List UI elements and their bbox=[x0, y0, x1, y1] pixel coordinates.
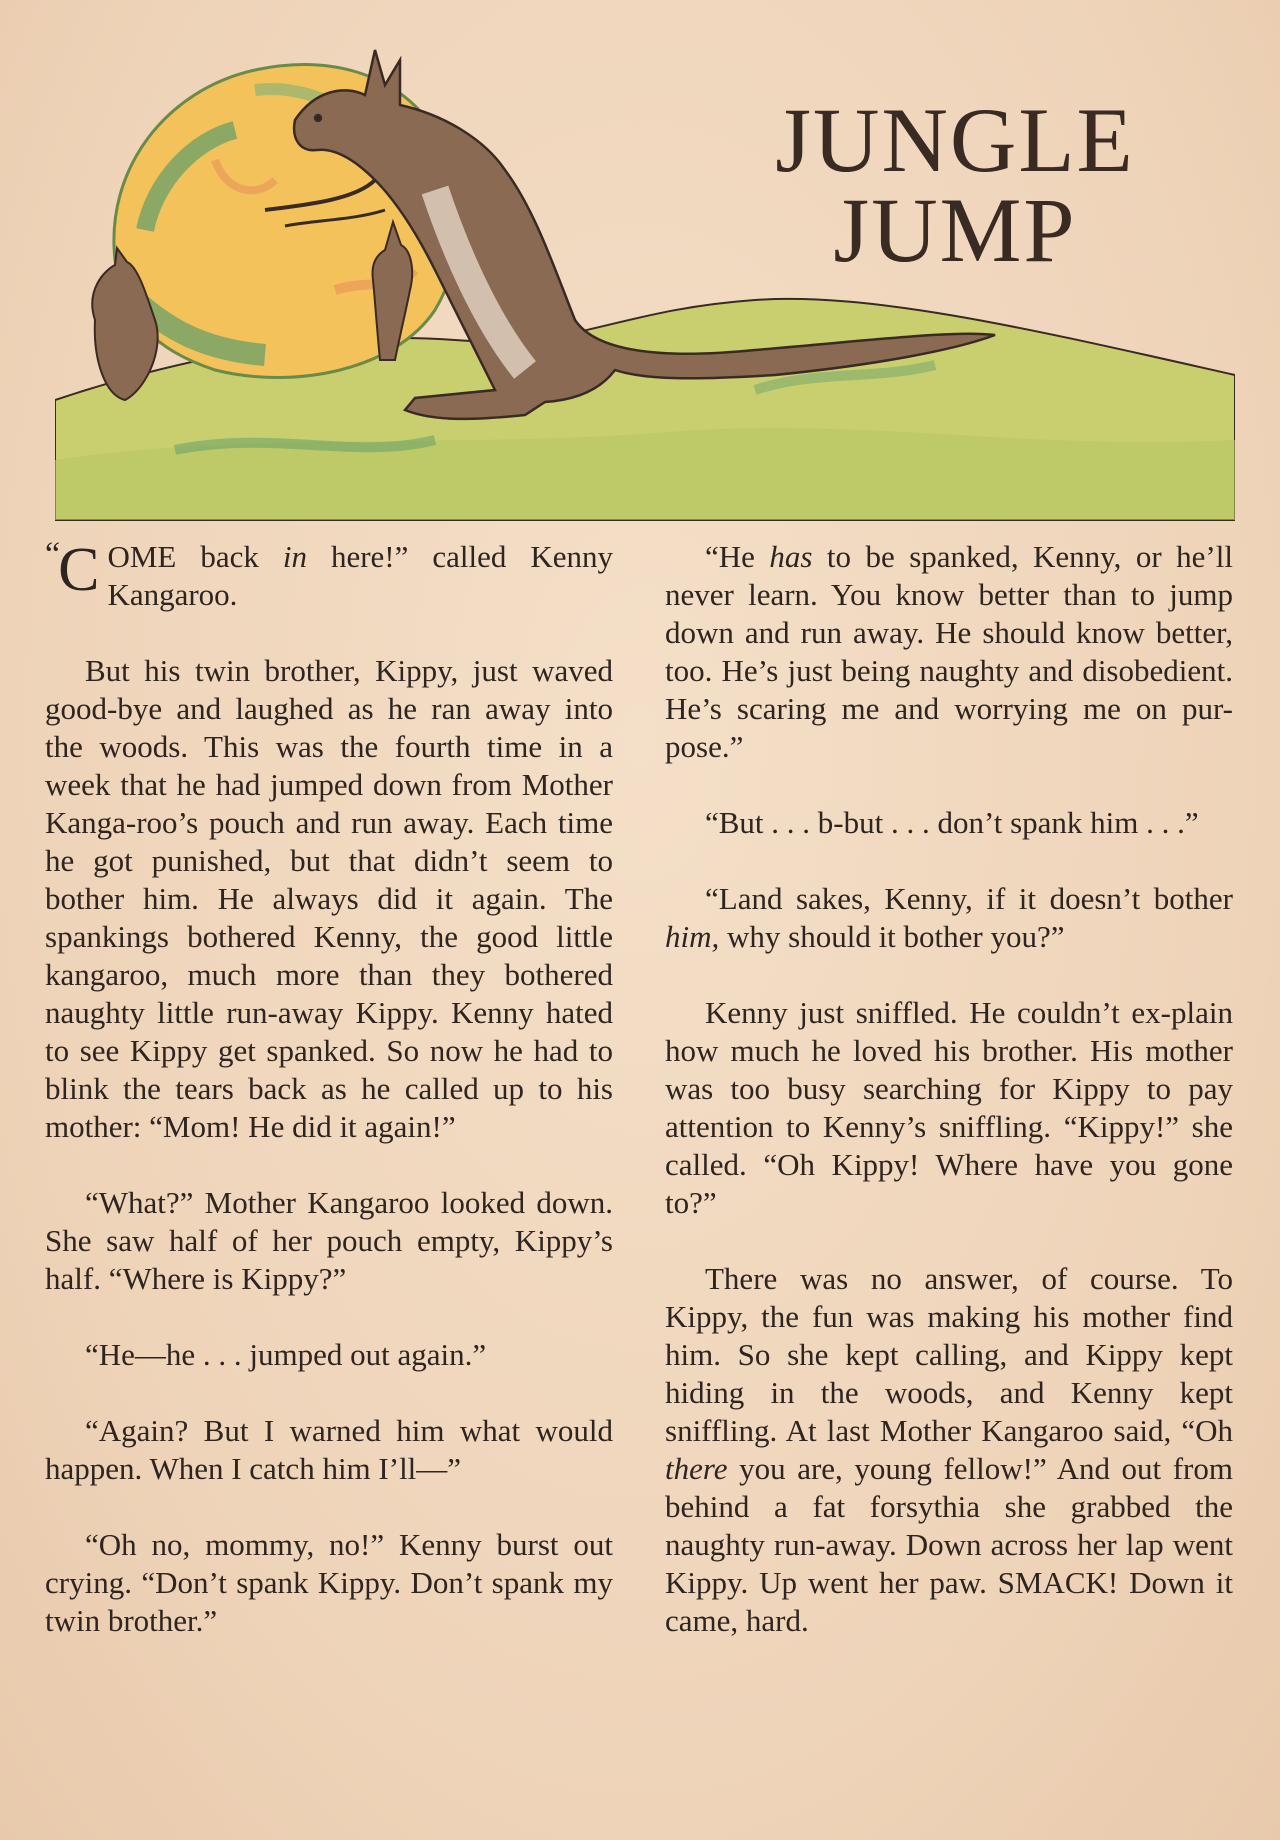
paragraph: “He—he . . . jumped out again.” bbox=[85, 1337, 487, 1372]
drop-cap: C bbox=[58, 536, 100, 604]
right-column bbox=[665, 538, 1233, 1678]
paragraph bbox=[665, 538, 1233, 766]
story-title bbox=[720, 89, 1190, 281]
text-span: OME back bbox=[107, 539, 283, 574]
paragraph: But his twin brother, Kippy, just waved good-bye and laughed as he ran away into the woods. This was the fourth time in a week that he had jumped down from Mother Kanga-roo’s pouch and run away. Each time he got punished, but that didn’t seem to bother him. He always did it again. The spankings bothered Kenny, the good little kangaroo, much more than they bothered naughty little run-away Kippy. Kenny hated to see Kippy get spanked. So now he had to blink the tears back as he called up to his mother: “Mom! He did it again!” bbox=[45, 653, 613, 1144]
emphasis: there bbox=[665, 1451, 728, 1486]
title-line-2: JUMP bbox=[833, 179, 1077, 281]
left-column bbox=[45, 538, 613, 1678]
paragraph: “What?” Mother Kangaroo looked down. She saw half of her pouch empty, Kippy’s half. “Where is Kippy?” bbox=[45, 1185, 613, 1296]
text-span: here!” called Kenny Kangaroo. bbox=[107, 539, 614, 612]
paragraph: “Oh no, mommy, no!” Kenny burst out crying. “Don’t spank Kippy. Don’t spank my twin brother.” bbox=[45, 1527, 613, 1638]
drop-quote: “ bbox=[45, 536, 61, 573]
emphasis: in bbox=[282, 539, 307, 574]
title-line-1: JUNGLE bbox=[775, 89, 1135, 191]
text-span: why should it bother you?” bbox=[719, 919, 1065, 954]
text-span: There was no answer, of course. To Kippy, the fun was making his mother find him. So she kept calling, and Kippy kept hiding in the woods, and Kenny kept sniffling. At last Mother Kangaroo said, “Oh bbox=[665, 1261, 1233, 1448]
paragraph: “Again? But I warned him what would happen. When I catch him I’ll—” bbox=[45, 1413, 613, 1486]
text-span: to be spanked, Kenny, or he’ll never learn. You know better than to jump down and run away. He should know better, too. He’s just being naughty and disobedient. He’s scaring me and worrying me on pur-pose.” bbox=[665, 539, 1233, 764]
emphasis: has bbox=[769, 539, 813, 574]
text-span: you are, young fellow!” And out from behind a fat forsythia she grabbed the naughty run-away. Down across her lap went Kippy. Up went her paw. SMACK! Down it came, hard. bbox=[665, 1451, 1233, 1638]
paragraph bbox=[665, 880, 1233, 956]
paragraph bbox=[45, 538, 613, 614]
text-span: “Land sakes, Kenny, if it doesn’t bother bbox=[705, 881, 1233, 916]
paragraph: “But . . . b-but . . . don’t spank him . . .” bbox=[705, 805, 1199, 840]
emphasis: him, bbox=[665, 919, 720, 954]
paragraph bbox=[665, 1260, 1233, 1640]
text-span: “He bbox=[705, 539, 770, 574]
paragraph: Kenny just sniffled. He couldn’t ex-plain how much he loved his brother. His mother was too busy searching for Kippy to pay attention to Kenny’s sniffling. “Kippy!” she called. “Oh Kippy! Where have you gone to?” bbox=[665, 995, 1233, 1220]
